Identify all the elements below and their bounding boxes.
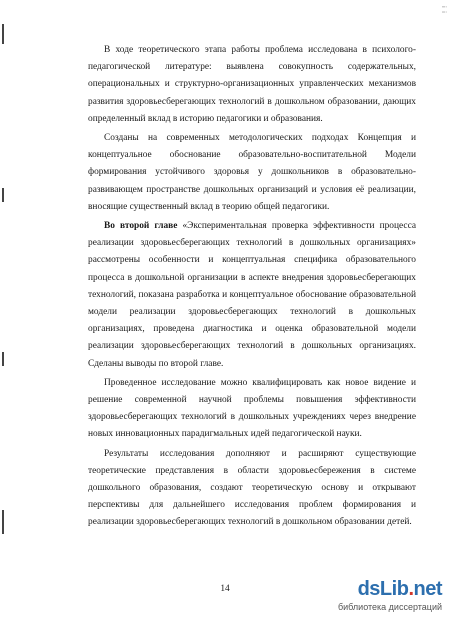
- page-number: 14: [220, 584, 230, 594]
- margin-mark: [2, 188, 4, 202]
- paragraph: [88, 218, 416, 373]
- body-text: [88, 42, 416, 532]
- margin-mark: [2, 352, 4, 366]
- margin-mark: [2, 510, 4, 534]
- paragraph: [88, 130, 416, 216]
- paragraph-text: Созданы на современных методологических подходах Концепция и концептуальное обоснование образовательно-воспитательной Модели формирования устойчивого здоровья у дошкольников в образовательно-развивающем пространстве дошкольных организаций и условия её реализации, вносящие существенный вклад в теорию общей педагогики.: [88, 133, 416, 212]
- margin-mark: [2, 24, 4, 44]
- paragraph: [88, 446, 416, 532]
- scan-margin-marks: [0, 0, 10, 626]
- paragraph-text: Проведенное исследование можно квалифицировать как новое видение и решение современной научной проблемы повышения эффективности здоровьесберегающих технологий в дошкольных учреждениях через внедрение новых инновационных парадигмальных идей педагогической науки.: [88, 377, 416, 440]
- paragraph: [88, 375, 416, 444]
- paragraph: [88, 42, 416, 128]
- watermark-logo: dsLib.net: [357, 578, 442, 600]
- bold-text: Во второй главе: [104, 221, 178, 232]
- paragraph-text: «Экспериментальная проверка эффективности процесса реализации здоровьесберегающих технологий в дошкольных организациях» рассмотрены особенности и концептуальная специфика образовательного процесса в дошкольной организации в аспекте внедрения здоровьесберегающих технологий, показана разработка и концептуальное обоснование образовательной модели реализации здоровьесберегающих технологий в дошкольных организациях, проведена диагностика и оценка образовательной модели реализации здоровьесберегающих технологий в дошкольных организациях. Сделаны выводы по второй главе.: [88, 221, 417, 369]
- watermark-subtitle: библиотека диссертаций: [337, 602, 442, 612]
- scan-corner-mark: ⁞ ⁞: [440, 6, 446, 14]
- paragraph-text: В ходе теоретического этапа работы проблема исследована в психолого-педагогической литературе: выявлена совокупность содержательных, операциональных и структурно-организационных управленческих механизмов развития здоровьесберегающих технологий в дошкольном образовании, дающих определенный вклад в историю педагогики и образования.: [88, 45, 416, 124]
- dslib-watermark: [337, 578, 442, 618]
- paragraph-text: Результаты исследования дополняют и расширяют существующие теоретические представления в области здоровьесбережения в системе дошкольного образования, создают теоретическую основу и открывают перспективы для дальнейшего исследования проблем формирования и реализации здоровьесберегающих технологий в дошкольном образовании детей.: [88, 448, 416, 528]
